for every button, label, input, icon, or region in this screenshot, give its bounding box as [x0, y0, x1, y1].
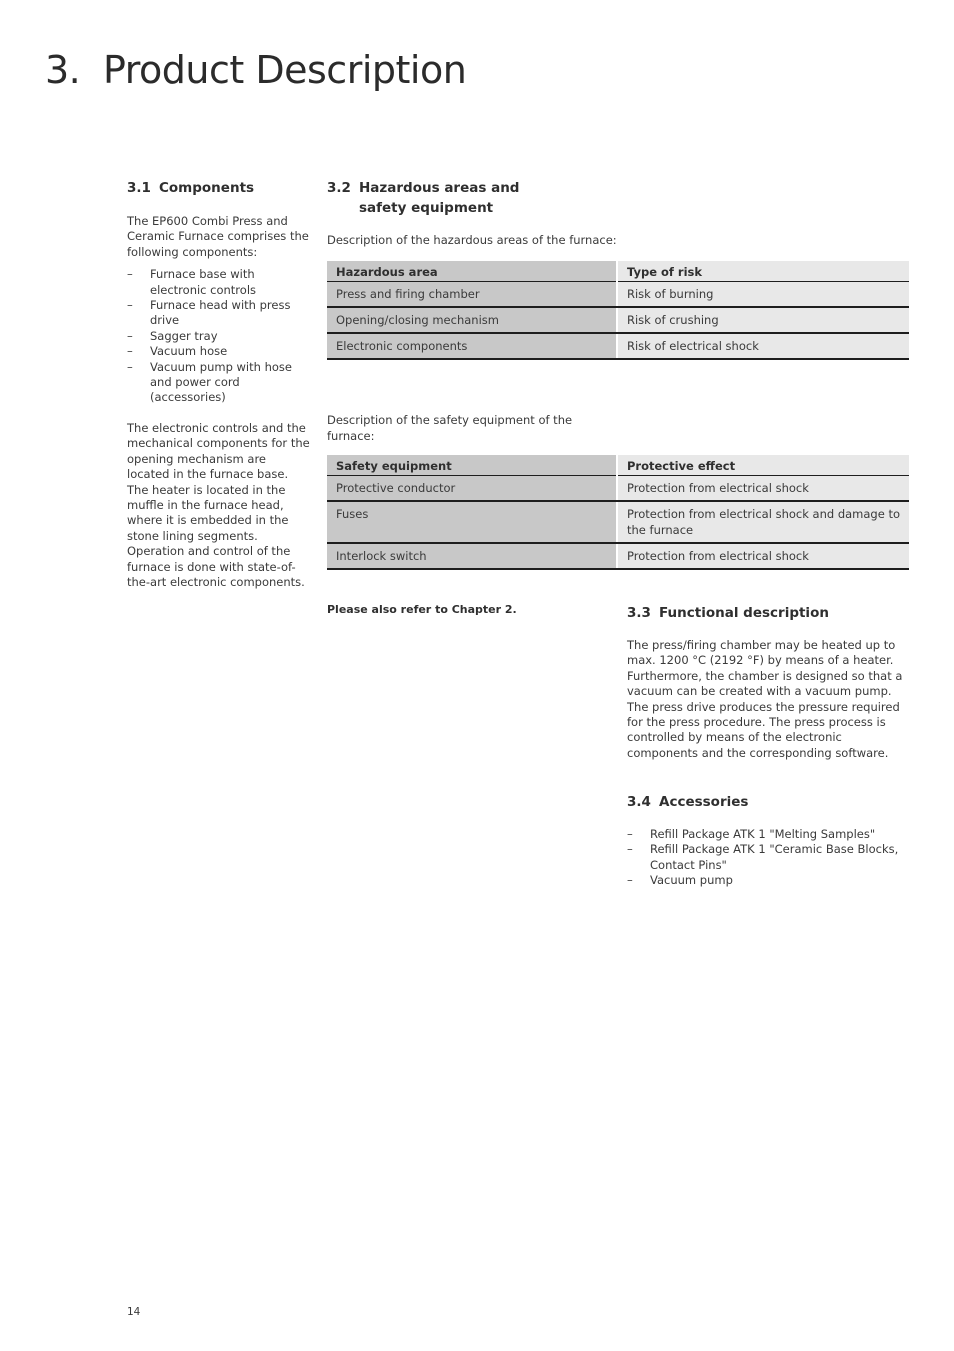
table-cell: Electronic components [327, 333, 617, 359]
chapter-reference-note: Please also refer to Chapter 2. [327, 603, 517, 616]
column-header: Protective effect [617, 455, 909, 476]
column-header: Safety equipment [327, 455, 617, 476]
table-row [327, 333, 909, 359]
section-functional-description [627, 603, 909, 761]
table-header-row [327, 455, 909, 476]
list-item: – Furnace base with electronic controls [127, 267, 257, 297]
table-header-row [327, 261, 909, 282]
table-row [327, 543, 909, 569]
list-item: – Sagger tray [127, 328, 218, 343]
table-cell: Protection from electrical shock [617, 543, 909, 569]
functional-body: The press/firing chamber may be heated up to max. 1200 °C (2192 °F) by means of a heater. Furthermore, the chamber is designed so that a vacuum can be created with a vacuum pump. The press drive produces the pressure required for the press procedure. The press process is controlled by means of the electronic components and the corresponding software. [627, 638, 903, 760]
section-number: 3.1 [127, 180, 151, 196]
list-item: – Refill Package ATK 1 "Melting Samples" [627, 827, 876, 841]
table-cell: Opening/closing mechanism [327, 307, 617, 333]
table-cell: Risk of electrical shock [617, 333, 909, 359]
components-list [127, 267, 311, 406]
page-number: 14 [127, 1306, 141, 1318]
table-cell: Risk of crushing [617, 307, 909, 333]
section-heading [327, 178, 909, 218]
table-cell: Protection from electrical shock [617, 476, 909, 502]
section-number: 3.2 [327, 180, 351, 196]
hazard-intro: Description of the hazardous areas of the furnace: [327, 233, 617, 247]
section-components [127, 178, 311, 590]
table-row [327, 282, 909, 308]
table-cell: Press and firing chamber [327, 282, 617, 308]
section-title: Components [159, 180, 255, 196]
column-header: Type of risk [617, 261, 909, 282]
list-item: – Furnace head with press drive [127, 298, 291, 328]
safety-table [327, 455, 909, 570]
list-item: – Vacuum pump [627, 873, 733, 888]
section-heading [127, 178, 311, 198]
list-item: – Refill Package ATK 1 "Ceramic Base Blocks, Contact Pins" [627, 842, 899, 872]
table-cell: Risk of burning [617, 282, 909, 308]
table-row [327, 476, 909, 502]
section-accessories [627, 792, 909, 889]
table-row [327, 307, 909, 333]
section-title: Functional description [659, 605, 829, 621]
table-cell: Fuses [327, 501, 617, 543]
accessories-list [627, 827, 909, 889]
chapter-title [45, 42, 466, 98]
components-body: The electronic controls and the mechanical components for the opening mechanism are located in the furnace base. The heater is located in the muffle in the furnace head, where it is embedded in the stone lining segments. Operation and control of the furnace is done with state-of-the-art electronic components. [127, 420, 310, 589]
section-number: 3.4 [627, 794, 651, 810]
section-heading [627, 603, 909, 623]
section-number: 3.3 [627, 605, 651, 621]
list-item: – Vacuum hose [127, 344, 228, 359]
chapter-number: 3. [45, 48, 81, 92]
section-title: Hazardous areas and safety equipment [359, 180, 520, 216]
hazard-table [327, 261, 909, 360]
table-cell: Protection from electrical shock and damage to the furnace [617, 501, 909, 543]
table-cell: Interlock switch [327, 543, 617, 569]
section-title: Accessories [659, 794, 749, 810]
table-cell: Protective conductor [327, 476, 617, 502]
safety-intro: Description of the safety equipment of the furnace: [327, 413, 573, 443]
components-intro: The EP600 Combi Press and Ceramic Furnace comprises the following components: [127, 214, 309, 259]
list-item: – Vacuum pump with hose and power cord (accessories) [127, 359, 292, 405]
section-heading [627, 792, 909, 812]
section-hazardous-areas [327, 178, 909, 570]
table-row [327, 501, 909, 543]
chapter-title-text: Product Description [103, 48, 467, 92]
column-header: Hazardous area [327, 261, 617, 282]
